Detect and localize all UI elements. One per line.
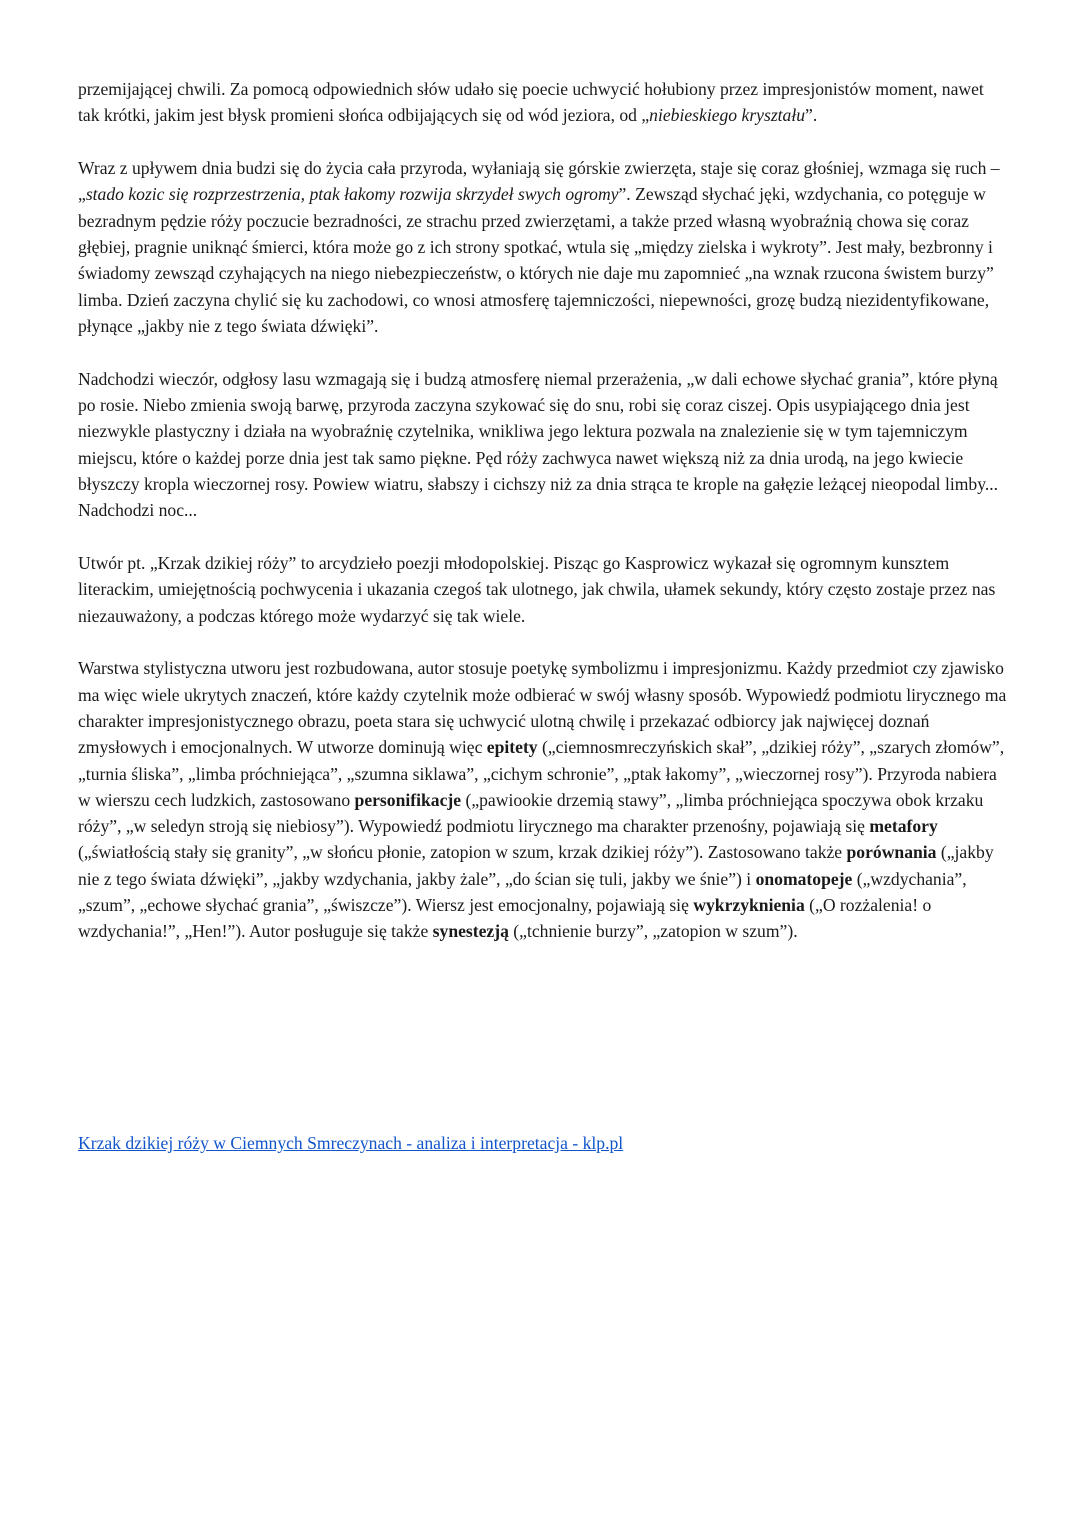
quote-italic: niebieskiego kryształu [649,105,806,126]
paragraph-3 [78,366,1008,524]
text-run: Utwór pt. „Krzak dzikiej róży” to arcydzieło poezji młodopolskiej. Pisząc go Kasprowicz wykazał się ogromnym kunsztem literackim, umiejętnością pochwycenia i ukazania czegoś tak ulotnego, jak chwila, ułamek sekundy, który często zostaje przez nas niezauważony, a podczas którego może wydarzyć się tak wiele. [78,552,996,626]
text-run: ”. [805,105,818,126]
term-bold: epitety [486,737,538,758]
text-run: („światłością stały się granity”, „w słońcu płonie, zatopion w szum, krzak dzikiej róży”). Zastosowano także [78,842,847,863]
text-run: („O rozżalenia! o wzdychania!”, „Hen!”). Autor posługuje się także [78,895,932,942]
text-run: („pawiookie drzemią stawy”, „limba próchniejąca spoczywa obok krzaku róży”, „w seledyn stroją się niebiosy”). Wypowiedź podmiotu lirycznego ma charakter przenośny, pojawiają się [78,789,984,837]
source-link[interactable]: Krzak dzikiej róży w Ciemnych Smreczynach - analiza i interpretacja - klp.pl [78,1133,624,1153]
term-bold: porównania [846,842,937,863]
text-run: przemijającej chwili. Za pomocą odpowiednich słów udało się poecie uchwycić hołubiony przez impresjonistów moment, nawet tak krótki, jakim jest błysk promieni słońca odbijających się od wód jeziora, od „ [78,79,984,126]
term-bold: metafory [869,816,938,837]
term-bold: onomatopeje [755,868,853,889]
paragraph-2 [78,155,1008,339]
text-run: Warstwa stylistyczna utworu jest rozbudowana, autor stosuje poetykę symbolizmu i impresjonizmu. Każdy przedmiot czy zjawisko ma więc wiele ukrytych znaczeń, które każdy czytelnik może odbierać w swój własny sposób. Wypowiedź podmiotu lirycznego ma charakter impresjonistycznego obrazu, poeta stara się uchwycić ulotną chwilę i przekazać odbiorcy jak najwięcej doznań zmysłowych i emocjonalnych. W utworze dominują więc [78,658,1007,758]
paragraph-4 [78,550,1008,629]
text-run: („jakby nie z tego świata dźwięki”, „jakby wzdychania, jakby żale”, „do ścian się tuli, jakby we śnie”) i [78,842,994,889]
term-bold: wykrzyknienia [693,895,805,916]
text-run: Wraz z upływem dnia budzi się do życia cała przyroda, wyłaniają się górskie zwierzęta, staje się coraz głośniej, wzmaga się ruch – „ [78,158,1000,205]
paragraph-5 [78,655,1008,944]
term-bold: synestezją [432,921,509,942]
text-run: („tchnienie burzy”, „zatopion w szum”). [508,921,798,942]
text-run: („ciemnosmreczyńskich skał”, „dzikiej róży”, „szarych złomów”, „turnia śliska”, „limba próchniejąca”, „szumna siklawa”, „cichym schronie”, „ptak łakomy”, „wieczornej rosy”). Przyroda nabiera w wierszu cech ludzkich, zastosowano [78,737,1005,810]
text-run: ”. Zewsząd słychać jęki, wzdychania, co potęguje w bezradnym pędzie róży poczucie bezradności, ze strachu przed zwierzętami, a także przed własną wyobraźnią chowa się coraz głębiej, pragnie uniknąć śmierci, która może go z ich strony spotkać, wtula się „między zielska i wykroty”. Jest mały, bezbronny i świadomy zewsząd czyhających na niego niebezpieczeństw, o których nie daje mu zapomnieć „na wznak rzucona świstem burzy” limba. Dzień zaczyna chylić się ku zachodowi, co wnosi atmosferę tajemniczości, niepewności, grozę budzą niezidentyfikowane, płynące „jakby nie z tego świata dźwięki”. [78,184,994,336]
document-body [78,76,1008,971]
paragraph-1 [78,76,1008,129]
quote-italic: stado kozic się rozprzestrzenia, ptak łakomy rozwija skrzydeł swych ogromy [85,184,619,205]
text-run: („wzdychania”, „szum”, „echowe słychać grania”, „świszcze”). Wiersz jest emocjonalny, pojawiają się [78,868,967,916]
term-bold: personifikacje [354,789,462,810]
text-run: Nadchodzi wieczór, odgłosy lasu wzmagają się i budzą atmosferę niemal przerażenia, „w dali echowe słychać grania”, które płyną po rosie. Niebo zmienia swoją barwę, przyroda zaczyna szykować się do snu, robi się coraz ciszej. Opis usypiającego dnia jest niezwykle plastyczny i działa na wyobraźnię czytelnika, wnikliwa jego lektura pozwala na znalezienie się w tym tajemniczym miejscu, które o każdej porze dnia jest tak samo piękne. Pęd róży zachwyca nawet większą niż za dnia urodą, na jego kwiecie błyszczy kropla wieczornej rosy. Powiew wiatru, słabszy i cichszy niż za dnia strąca te krople na gałęzie leżącej nieopodal limby... Nadchodzi noc... [78,368,999,521]
